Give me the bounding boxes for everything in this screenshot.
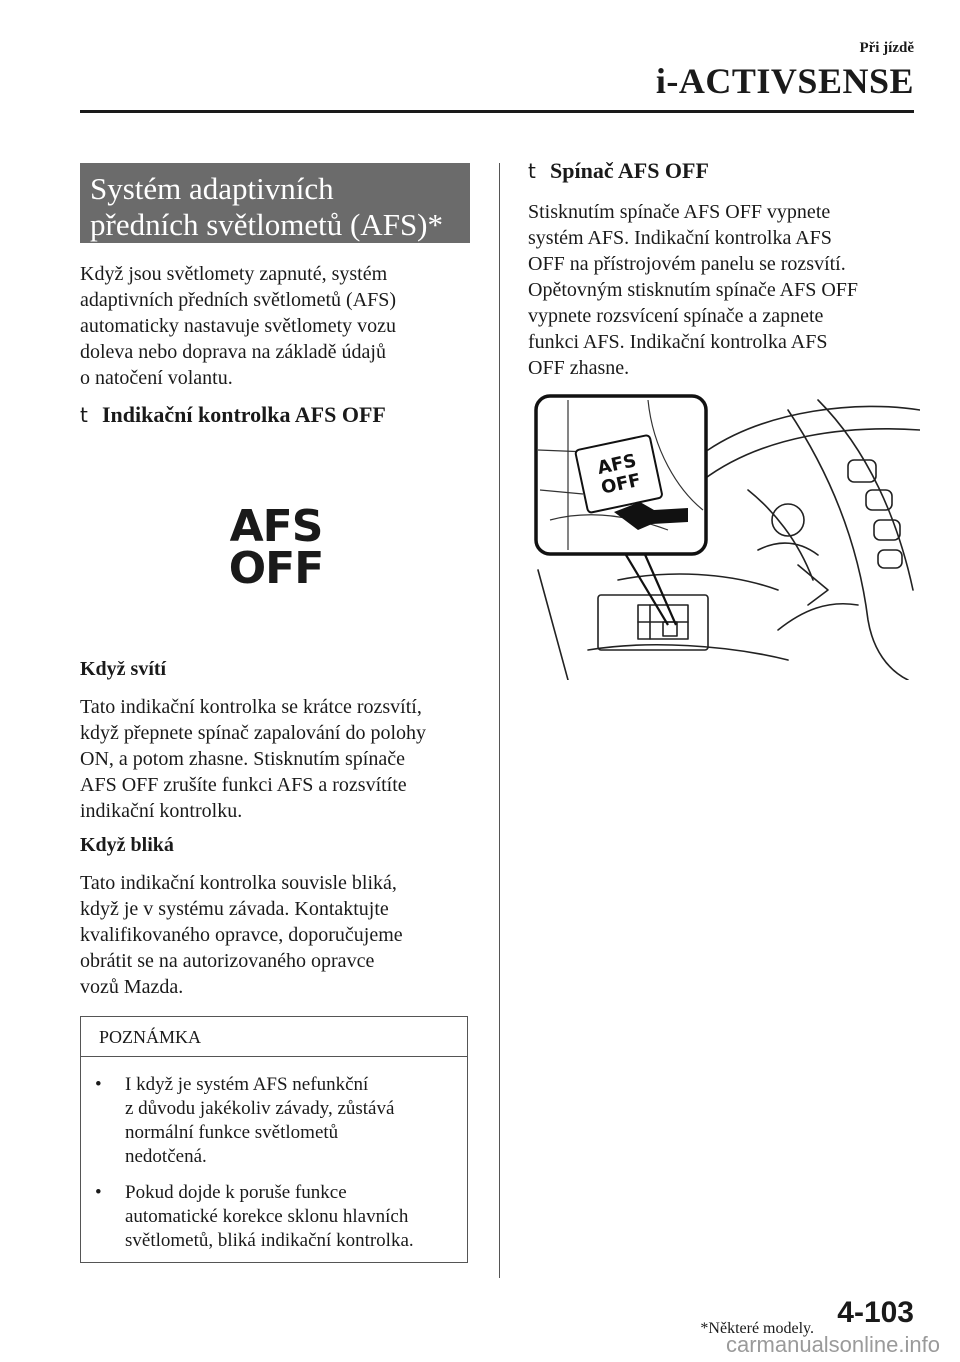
text-line: když je v systému závada. Kontaktujte <box>80 898 389 920</box>
text-line: kvalifikovaného opravce, doporučujeme <box>80 924 403 946</box>
text-line: z důvodu jakékoliv závady, zůstává <box>125 1098 395 1119</box>
symbol-line-1: AFS <box>229 501 323 552</box>
button-label-line-1: AFS <box>595 450 639 479</box>
text-line: Stisknutím spínače AFS OFF vypnete <box>528 201 831 223</box>
column-divider <box>499 163 500 1278</box>
section-banner <box>80 163 470 243</box>
section-marker: t <box>528 159 536 183</box>
note-item <box>95 1181 455 1253</box>
page-number: 4-103 <box>837 1296 914 1329</box>
button-label-line-2: OFF <box>599 469 643 499</box>
chapter-title: i-ACTIVSENSE <box>655 61 914 101</box>
when-blink-paragraph <box>80 870 472 1000</box>
note-box <box>80 1016 468 1263</box>
section-title: Při jízdě <box>859 40 914 56</box>
text-line: Tato indikační kontrolka souvisle bliká, <box>80 872 397 894</box>
text-line: Tato indikační kontrolka se krátce rozsvítí, <box>80 696 422 718</box>
afs-off-indicator-symbol <box>196 501 356 594</box>
text-line: obrátit se na autorizovaného opravce <box>80 950 375 972</box>
indicator-heading-text: Indikační kontrolka AFS OFF <box>102 402 386 427</box>
text-line: nedotčená. <box>125 1146 207 1167</box>
indicator-heading <box>80 402 472 428</box>
when-on-title: Když svítí <box>80 658 167 680</box>
text-line: I když je systém AFS nefunkční <box>125 1074 369 1095</box>
when-blink-title: Když bliká <box>80 834 174 856</box>
bullet: • <box>95 1182 102 1203</box>
symbol-line-2: OFF <box>228 543 324 594</box>
text-line: o natočení volantu. <box>80 367 233 389</box>
text-line: automaticky nastavuje světlomety vozu <box>80 315 397 337</box>
text-line: AFS OFF zrušíte funkci AFS a rozsvítíte <box>80 774 407 796</box>
banner-line-2: předních světlometů (AFS)* <box>90 207 444 242</box>
bullet: • <box>95 1074 102 1095</box>
text-line: vozů Mazda. <box>80 976 184 998</box>
header-rule <box>80 110 914 113</box>
text-line: když přepnete spínač zapalování do polohy <box>80 722 426 744</box>
text-line: světlometů, bliká indikační kontrolka. <box>125 1230 414 1251</box>
text-line: normální funkce světlometů <box>125 1122 339 1143</box>
banner-line-1: Systém adaptivních <box>90 171 334 206</box>
watermark: carmanualsonline.info <box>725 1332 940 1357</box>
switch-paragraph <box>528 199 918 381</box>
when-on-paragraph <box>80 694 472 824</box>
text-line: Opětovným stisknutím spínače AFS OFF <box>528 279 859 301</box>
text-line: OFF na přístrojovém panelu se rozsvítí. <box>528 253 846 275</box>
text-line: doleva nebo doprava na základě údajů <box>80 341 386 363</box>
switch-heading <box>528 158 918 184</box>
note-item <box>95 1073 455 1169</box>
text-line: indikační kontrolku. <box>80 800 243 822</box>
text-line: Pokud dojde k poruše funkce <box>125 1182 347 1203</box>
footnote: *Některé modely. <box>700 1320 814 1337</box>
note-title: POZNÁMKA <box>81 1017 467 1057</box>
afs-switch-illustration <box>528 390 920 680</box>
switch-heading-text: Spínač AFS OFF <box>550 158 709 183</box>
text-line: OFF zhasne. <box>528 357 630 379</box>
text-line: ON, a potom zhasne. Stisknutím spínače <box>80 748 405 770</box>
text-line: automatické korekce sklonu hlavních <box>125 1206 409 1227</box>
intro-paragraph <box>80 261 472 391</box>
text-line: adaptivních předních světlometů (AFS) <box>80 289 397 311</box>
text-line: systém AFS. Indikační kontrolka AFS <box>528 227 832 249</box>
text-line: vypnete rozsvícení spínače a zapnete <box>528 305 824 327</box>
text-line: funkci AFS. Indikační kontrolka AFS <box>528 331 828 353</box>
text-line: Když jsou světlomety zapnuté, systém <box>80 263 388 285</box>
section-marker: t <box>80 403 88 427</box>
